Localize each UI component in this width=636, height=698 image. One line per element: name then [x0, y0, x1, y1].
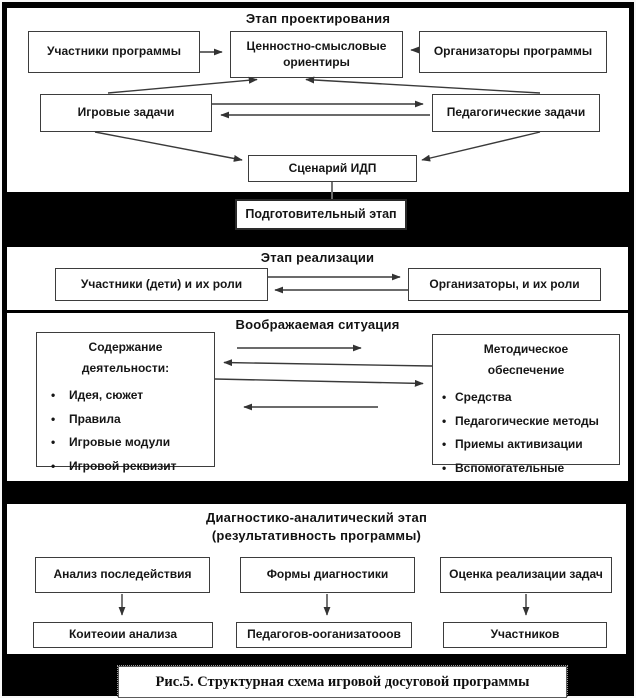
- box-label: Участники программы: [47, 44, 181, 59]
- box-title-line1: Методическое: [483, 342, 569, 356]
- box-value-orientations: [230, 31, 403, 78]
- box-title-line1: Содержание: [88, 340, 163, 354]
- box-label: Оценка реализации задач: [449, 567, 603, 582]
- box-scenario-idp: [248, 155, 417, 182]
- diagnostic-stage-title-line1: Диагностико-аналитический этап: [205, 510, 428, 525]
- box-participants: [443, 622, 607, 648]
- box-label: Подготовительный этап: [245, 207, 397, 222]
- box-teacher-organizers: [236, 622, 412, 648]
- activity-content-list: [37, 388, 214, 482]
- box-program-participants: [28, 31, 200, 73]
- box-task-evaluation: [440, 557, 612, 593]
- box-game-tasks: [40, 94, 212, 132]
- list-item: • Идея, сюжет: [37, 388, 214, 404]
- box-diagnostic-forms: [240, 557, 415, 593]
- design-stage-title: Этап проектирования: [245, 11, 391, 26]
- box-pedagogical-tasks: [432, 94, 600, 132]
- box-program-organizers: [419, 31, 607, 73]
- box-participants-roles: [55, 268, 268, 301]
- list-item: • Педагогические методы: [433, 414, 619, 430]
- figure-caption: Рис.5. Структурная схема игровой досуговой программы: [118, 666, 567, 698]
- box-label: Коитеоии анализа: [68, 627, 178, 642]
- box-label: Участники (дети) и их роли: [80, 276, 243, 291]
- methodical-support-list: [433, 390, 619, 484]
- box-label: Организаторы, и их роли: [429, 276, 580, 291]
- list-item: • Игровые модули: [37, 435, 214, 451]
- list-item: • Приемы активизации: [433, 437, 619, 453]
- box-title-line2: деятельности:: [81, 360, 170, 375]
- diagnostic-stage-title-line2: (результативность программы): [211, 528, 422, 543]
- box-methodical-support: [432, 334, 620, 475]
- box-label-line1: Ценностно-смысловые: [246, 38, 387, 53]
- imaginary-situation-title: Воображаемая ситуация: [235, 317, 400, 332]
- box-activity-content: [36, 332, 215, 473]
- box-label: Участников: [490, 627, 560, 642]
- list-item: • Игровой реквизит: [37, 459, 214, 475]
- box-label-line2: ориентиры: [283, 54, 350, 69]
- box-label: Формы диагностики: [266, 567, 389, 582]
- box-preparatory-stage: [235, 199, 407, 230]
- box-label: Организаторы программы: [433, 44, 593, 59]
- box-label: Педагогов-ооганизатооов: [247, 627, 401, 642]
- implementation-stage-title: Этап реализации: [260, 250, 375, 265]
- box-label: Сценарий ИДП: [288, 160, 377, 175]
- box-label: Игровые задачи: [77, 105, 175, 120]
- list-item: • Вспомогательные: [433, 461, 619, 477]
- box-aftereffect-analysis: [35, 557, 210, 593]
- box-organizers-roles: [408, 268, 601, 301]
- list-item: • Правила: [37, 412, 214, 428]
- list-item: • Средства: [433, 390, 619, 406]
- box-title-line2: обеспечение: [487, 362, 565, 377]
- box-label: Анализ последействия: [53, 567, 192, 582]
- box-label: Педагогические задачи: [446, 105, 586, 120]
- box-analysis-criteria: [33, 622, 213, 648]
